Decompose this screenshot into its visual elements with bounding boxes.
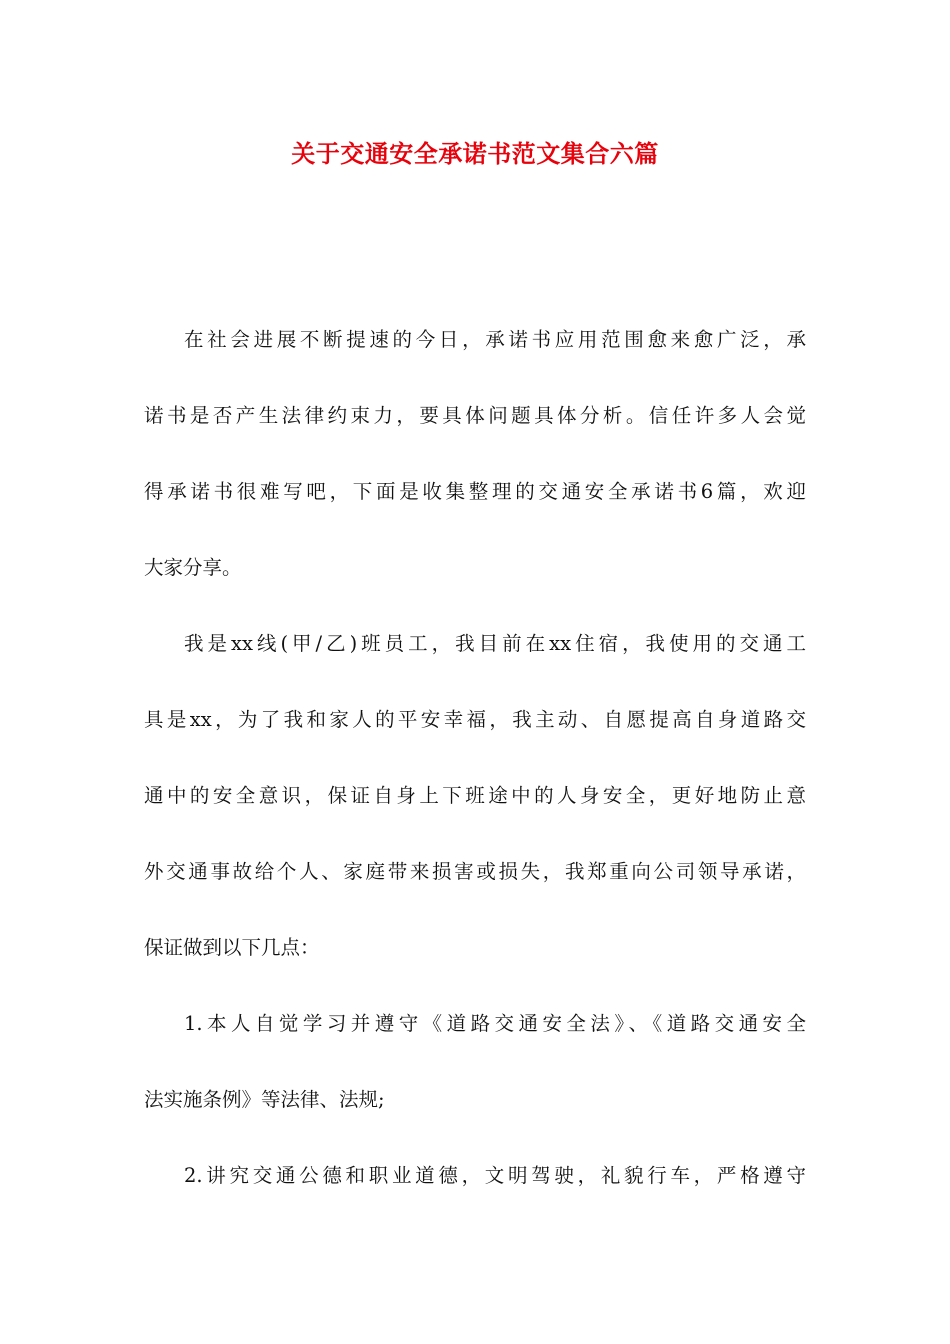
paragraph-2-line-4: 外交通事故给个人、家庭带来损害或损失，我郑重向公司领导承诺， [144, 860, 806, 883]
paragraph-1-line-2: 诺书是否产生法律约束力，要具体问题具体分析。信任许多人会觉 [144, 404, 806, 427]
list-item-2-line-1: 2.讲究交通公德和职业道德，文明驾驶，礼貌行车，严格遵守 [184, 1164, 806, 1187]
document-title: 关于交通安全承诺书范文集合六篇 [291, 139, 659, 168]
list-item-1-line-1: 1.本人自觉学习并遵守《道路交通安全法》、《道路交通安全 [184, 1012, 806, 1035]
paragraph-1-line-4: 大家分享。 [144, 556, 242, 579]
list-item-1-line-2: 法实施条例》等法律、法规; [144, 1088, 385, 1111]
paragraph-2-line-5: 保证做到以下几点： [144, 936, 320, 959]
paragraph-2-line-1: 我是xx线(甲/乙)班员工，我目前在xx住宿，我使用的交通工 [184, 632, 806, 655]
paragraph-2-line-3: 通中的安全意识，保证自身上下班途中的人身安全，更好地防止意 [144, 784, 806, 807]
document-body [144, 318, 806, 1230]
paragraph-2-line-2: 具是xx，为了我和家人的平安幸福，我主动、自愿提高自身道路交 [144, 708, 806, 731]
paragraph-1-line-3: 得承诺书很难写吧，下面是收集整理的交通安全承诺书6篇，欢迎 [144, 480, 806, 503]
paragraph-1-line-1: 在社会进展不断提速的今日，承诺书应用范围愈来愈广泛，承 [184, 328, 806, 351]
